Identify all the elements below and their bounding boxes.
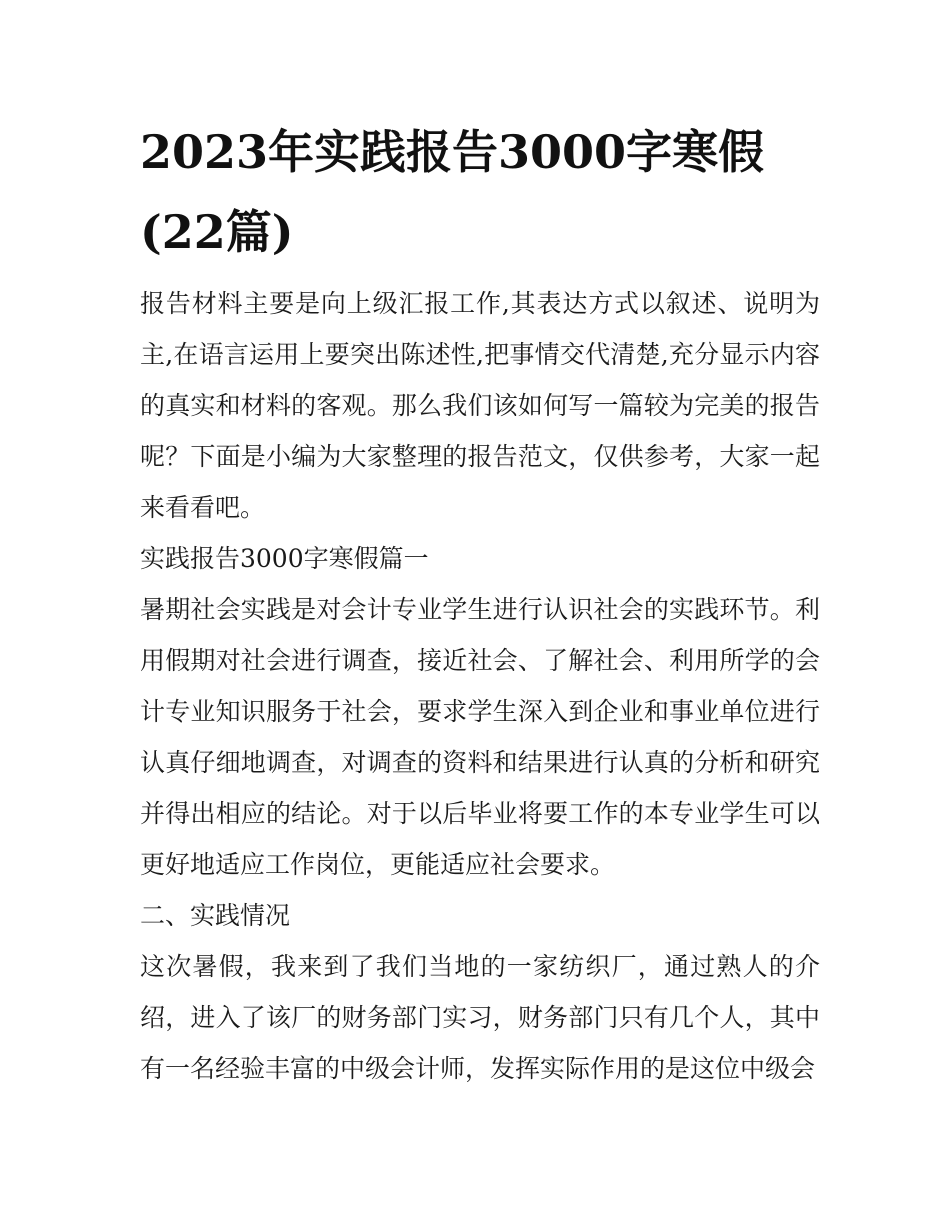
document-title: 2023年实践报告3000字寒假(22篇)	[140, 125, 765, 259]
document-body	[140, 278, 820, 1094]
intro-paragraph: 报告材料主要是向上级汇报工作,其表达方式以叙述、说明为主,在语言运用上要突出陈述性,把事情交代清楚,充分显示内容的真实和材料的客观。那么我们该如何写一篇较为完美的报告呢？下面是小编为大家整理的报告范文，仅供参考，大家一起来看看吧。	[140, 289, 820, 522]
section-heading: 实践报告3000字寒假篇一	[140, 544, 429, 573]
paragraph-1: 暑期社会实践是对会计专业学生进行认识社会的实践环节。利用假期对社会进行调查，接近社会、了解社会、利用所学的会计专业知识服务于社会，要求学生深入到企业和事业单位进行认真仔细地调查，对调查的资料和结果进行认真的分析和研究并得出相应的结论。对于以后毕业将要工作的本专业学生可以更好地适应工作岗位，更能适应社会要求。	[140, 595, 820, 879]
paragraph-2: 这次暑假，我来到了我们当地的一家纺织厂，通过熟人的介绍，进入了该厂的财务部门实习，财务部门只有几个人，其中有一名经验丰富的中级会计师，发挥实际作用的是这位中级会	[140, 952, 820, 1083]
subheading-practice-situation: 二、实践情况	[140, 901, 291, 930]
